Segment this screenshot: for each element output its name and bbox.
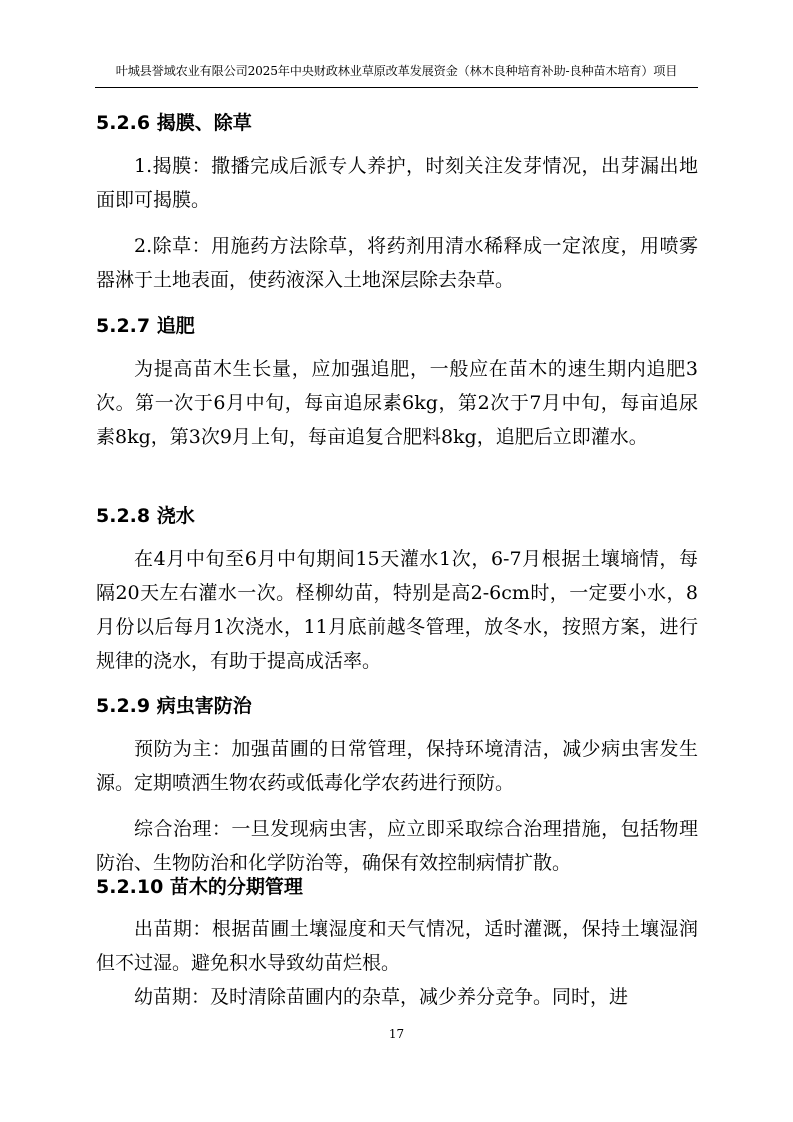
paragraph-watering: 在4月中旬至6月中旬期间15天灌水1次，6-7月根据土壤墒情，每隔20天左右灌水一次。柽柳幼苗，特别是高2-6cm时，一定要小水，8月份以后每月1次浇水，11月底前越冬管理，放冬水，按照方案，进行规律的浇水，有助于提高成活率。 (96, 548, 698, 672)
section-heading-5-2-9: 5.2.9 病虫害防治 (96, 695, 252, 717)
paragraph-uncover-film: 1.揭膜：撒播完成后派专人养护，时刻关注发芽情况，出芽漏出地面即可揭膜。 (96, 155, 698, 211)
page-number: 17 (388, 1027, 405, 1041)
paragraph-integrated-control: 综合治理：一旦发现病虫害，应立即采取综合治理措施，包括物理防治、生物防治和化学防治等，确保有效控制病情扩散。 (96, 818, 698, 874)
paragraph-weeding: 2.除草：用施药方法除草，将药剂用清水稀释成一定浓度，用喷雾器淋于土地表面，使药液深入土地深层除去杂草。 (96, 235, 698, 291)
section-heading-5-2-10: 5.2.10 苗木的分期管理 (96, 876, 303, 898)
section-heading-5-2-7: 5.2.7 追肥 (96, 315, 195, 337)
running-header: 叶城县誉域农业有限公司2025年中央财政林业草原改革发展资金（林木良种培育补助-良种苗木培育）项目 (115, 64, 678, 78)
section-heading-5-2-6: 5.2.6 揭膜、除草 (96, 112, 252, 134)
section-heading-5-2-8: 5.2.8 浇水 (96, 505, 195, 527)
paragraph-seedling-stage: 幼苗期：及时清除苗圃内的杂草，减少养分竞争。同时，进 (134, 986, 629, 1008)
paragraph-emergence-stage: 出苗期：根据苗圃土壤湿度和天气情况，适时灌溉，保持土壤湿润但不过湿。避免积水导致幼苗烂根。 (96, 918, 698, 974)
paragraph-prevention: 预防为主：加强苗圃的日常管理，保持环境清洁，减少病虫害发生源。定期喷洒生物农药或低毒化学农药进行预防。 (96, 738, 698, 794)
header-divider (95, 87, 698, 88)
paragraph-fertilizing: 为提高苗木生长量，应加强追肥，一般应在苗木的速生期内追肥3次。第一次于6月中旬，每亩追尿素6kg，第2次于7月中旬，每亩追尿素8kg，第3次9月上旬，每亩追复合肥料8kg，追肥后立即灌水。 (96, 358, 698, 448)
